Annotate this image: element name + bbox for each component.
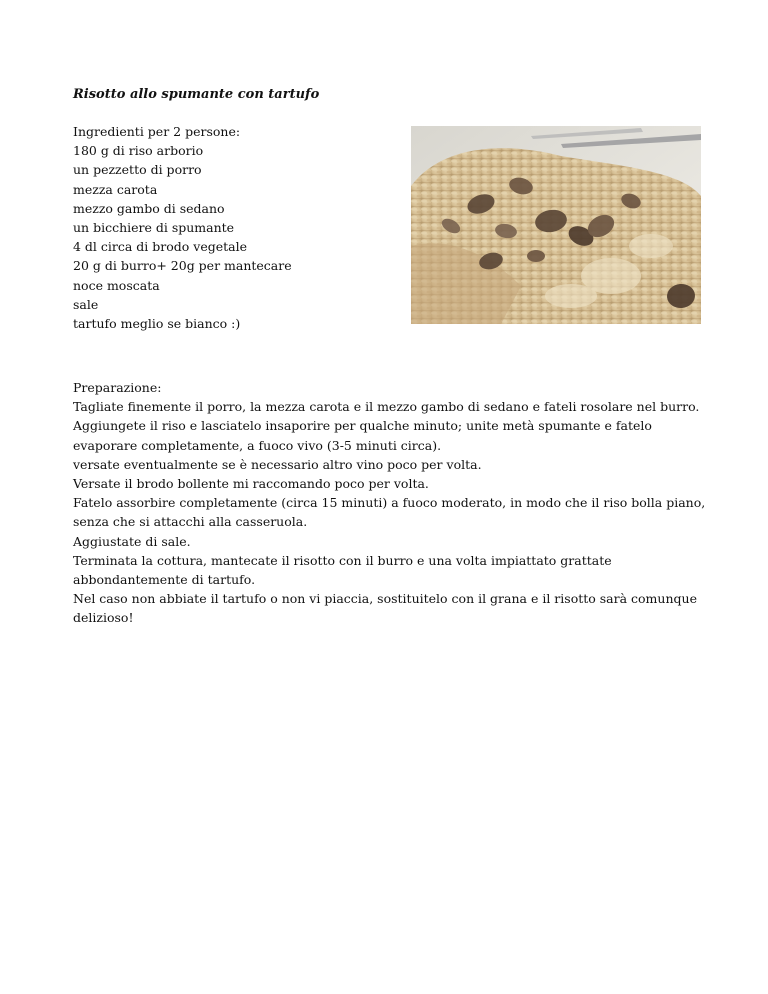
ingredient-item: tartufo meglio se bianco :) [73,316,241,332]
preparation-step: Aggiustate di sale. [73,533,191,549]
risotto-with-truffle-photo [411,126,701,324]
ingredients-list [73,122,292,333]
preparation-step: Tagliate finemente il porro, la mezza carota e il mezzo gambo di sedano e fateli rosolare nel burro. [73,399,700,415]
ingredient-item: un pezzetto di porro [73,162,202,178]
preparation-step: versate eventualmente se è necessario altro vino poco per volta. [73,456,482,472]
ingredient-item: 180 g di riso arborio [73,143,204,159]
preparation-heading: Preparazione: [73,380,162,395]
ingredient-item: mezzo gambo di sedano [73,200,225,216]
ingredient-item: noce moscata [73,277,160,293]
preparation-step: Terminata la cottura, mantecate il risotto con il burro e una volta impiattato grattate abbondantemente di tartufo. [73,552,612,588]
ingredient-item: mezza carota [73,181,158,197]
ingredient-item: un bicchiere di spumante [73,220,235,236]
preparation-step: Versate il brodo bollente mi raccomando poco per volta. [73,476,429,492]
recipe-title: Risotto allo spumante con tartufo [73,87,320,102]
ingredients-heading: Ingredienti per 2 persone: [73,124,241,139]
preparation-section [73,378,713,628]
ingredient-item: sale [73,296,99,312]
preparation-step: Fatelo assorbire completamente (circa 15 minuti) a fuoco moderato, in modo che il riso bolla piano, senza che si attacchi alla casseruola. [73,495,706,530]
ingredient-item: 4 dl circa di brodo vegetale [73,239,248,255]
preparation-step: Aggiungete il riso e lasciatelo insaporire per qualche minuto; unite metà spumante e fatelo evaporare completamente, a fuoco vivo (3-5 minuti circa). [73,418,652,453]
preparation-step: Nel caso non abbiate il tartufo o non vi piaccia, sostituitelo con il grana e il risotto sarà comunque delizioso! [73,591,697,626]
ingredient-item: 20 g di burro+ 20g per mantecare [73,258,292,274]
